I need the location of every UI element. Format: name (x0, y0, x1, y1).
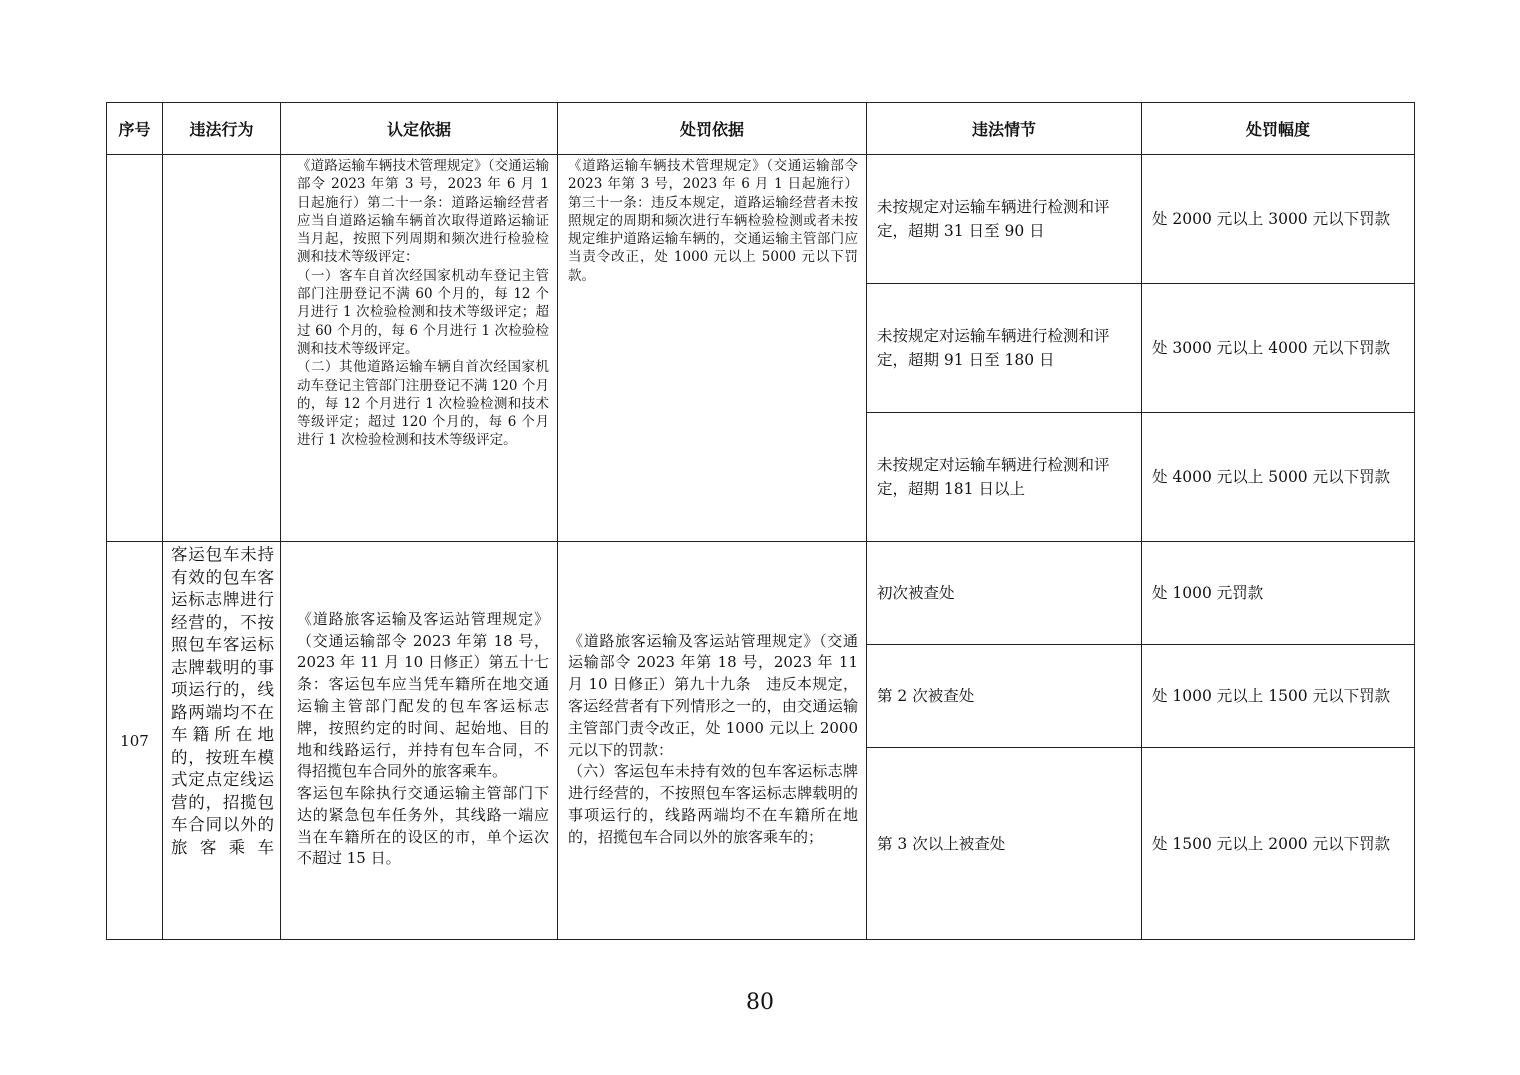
row1-basis-para: （一）客车自首次经国家机动车登记主管部门注册登记不满 60 个月的，每 12 个月进行 1 次检验检测和技术等级评定；超过 60 个月的，每 6 个月进行 1 次检验检测和技术等级评定。 (297, 267, 549, 357)
penalty-table (106, 102, 1415, 940)
row2-behavior: 客运包车未持有效的包车客运标志牌进行经营的，不按照包车客运标志牌载明的事项运行的，线路两端均不在车籍所在地的，按班车模式定点定线运营的，招揽包车合同以外的旅客乘车 (163, 542, 281, 940)
row1-plot: 未按规定对运输车辆进行检测和评定，超期 181 日以上 (867, 413, 1142, 542)
row2-basis-para: 《道路旅客运输及客运站管理规定》（交通运输部令 2023 年第 18 号，2023 年 11 月 10 日修正）第五十七条：客运包车应当凭车籍所在地交通运输主管部门配发的包车客运标志牌，按照约定的时间、起始地、目的地和线路运行，并持有包车合同，不得招揽包车合同外的旅客乘车。 (297, 609, 549, 781)
row1-range: 处 2000 元以上 3000 元以下罚款 (1142, 155, 1415, 284)
header-seq: 序号 (107, 103, 163, 155)
row2-range: 处 1000 元罚款 (1142, 542, 1415, 645)
header-behavior: 违法行为 (163, 103, 281, 155)
row2-plot: 初次被查处 (867, 542, 1142, 645)
row2-penalty-basis (558, 542, 867, 940)
row1-range: 处 4000 元以上 5000 元以下罚款 (1142, 413, 1415, 542)
row2-penalty-para: （六）客运包车未持有效的包车客运标志牌进行经营的，不按照包车客运标志牌载明的事项运行的，线路两端均不在车籍所在地的，招揽包车合同以外的旅客乘车的； (568, 762, 858, 846)
row1-seq (107, 155, 163, 542)
header-range: 处罚幅度 (1142, 103, 1415, 155)
row1-behavior (163, 155, 281, 542)
table-row (107, 542, 1415, 645)
row1-plot: 未按规定对运输车辆进行检测和评定，超期 31 日至 90 日 (867, 155, 1142, 284)
row2-basis-para: 客运包车除执行交通运输主管部门下达的紧急包车任务外，其线路一端应当在车籍所在的设区的市，单个运次不超过 15 日。 (297, 784, 549, 868)
row1-basis-para: （二）其他道路运输车辆自首次经国家机动车登记主管部门注册登记不满 120 个月的，每 12 个月进行 1 次检验检测和技术等级评定；超过 120 个月的，每 6 个月进行 1 次检验检测和技术等级评定。 (297, 359, 549, 449)
row1-basis-para: 《道路运输车辆技术管理规定》（交通运输部令 2023 年第 3 号，2023 年 6 月 1 日起施行）第二十一条：道路运输经营者应当自道路运输车辆首次取得道路运输证当月起，按照下列周期和频次进行检验检测和技术等级评定： (297, 158, 549, 266)
table-row (107, 155, 1415, 284)
header-row (107, 103, 1415, 155)
row2-plot: 第 2 次被查处 (867, 645, 1142, 748)
row1-basis (281, 155, 558, 542)
header-penalty-basis: 处罚依据 (558, 103, 867, 155)
row2-plot: 第 3 次以上被查处 (867, 748, 1142, 940)
row1-penalty-basis: 《道路运输车辆技术管理规定》（交通运输部令 2023 年第 3 号，2023 年 6 月 1 日起施行）第三十一条：违反本规定，道路运输经营者未按照规定的周期和频次进行车辆检验检测或者未按规定维护道路运输车辆的，交通运输主管部门应当责令改正，处 1000 元以上 5000 元以下罚款。 (558, 155, 867, 542)
row2-basis (281, 542, 558, 940)
header-plot: 违法情节 (867, 103, 1142, 155)
row1-plot: 未按规定对运输车辆进行检测和评定，超期 91 日至 180 日 (867, 284, 1142, 413)
row2-range: 处 1000 元以上 1500 元以下罚款 (1142, 645, 1415, 748)
header-basis: 认定依据 (281, 103, 558, 155)
row2-penalty-para: 《道路旅客运输及客运站管理规定》（交通运输部令 2023 年第 18 号，2023 年 11 月 10 日修正）第九十九条 违反本规定，客运经营者有下列情形之一的，由交通运输主管部门责令改正，处 1000 元以上 2000 元以下的罚款： (568, 631, 858, 759)
row1-range: 处 3000 元以上 4000 元以下罚款 (1142, 284, 1415, 413)
row2-range: 处 1500 元以上 2000 元以下罚款 (1142, 748, 1415, 940)
page-number: 80 (746, 990, 774, 1015)
row2-seq: 107 (107, 542, 163, 940)
